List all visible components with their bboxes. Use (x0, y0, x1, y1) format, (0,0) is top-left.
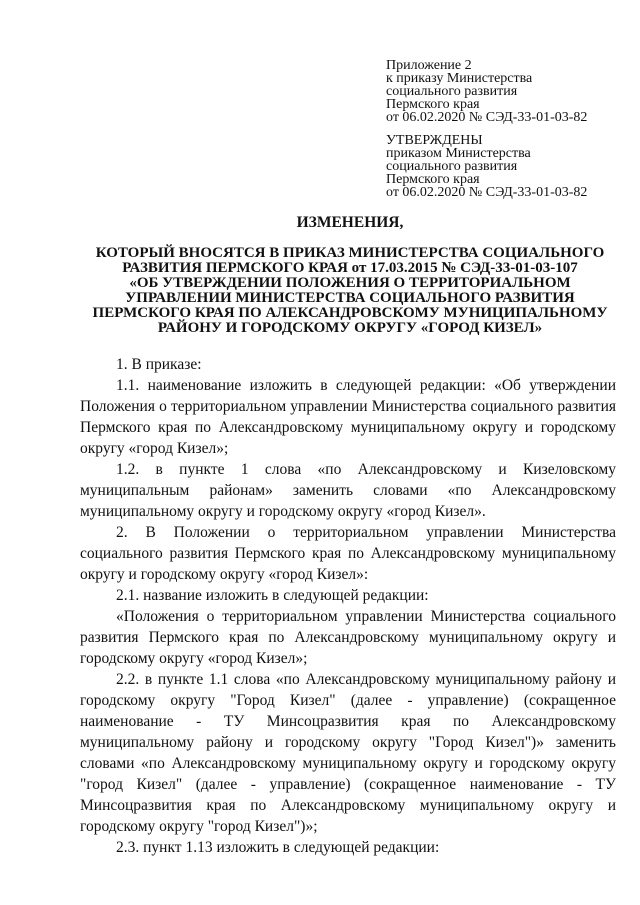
approved-line: приказом Министерства (386, 146, 531, 161)
appendix-block (386, 59, 636, 124)
paragraph: 1. В приказе: (116, 356, 202, 373)
subtitle-line: РАЗВИТИЯ ПЕРМСКОГО КРАЯ от 17.03.2015 № СЭД-33-01-03-107 (122, 260, 578, 276)
appendix-line: Пермского края (386, 97, 480, 112)
approved-line: Пермского края (386, 172, 480, 187)
paragraph: 2.1. название изложить в следующей редакции: (116, 587, 429, 604)
appendix-line: Приложение 2 (386, 58, 472, 73)
paragraph: 1.2. в пункте 1 слова «по Александровскому и Кизеловскому муниципальным районам» заменить словами «по Александровскому муниципальному округу и городскому округу «город Кизел». (80, 461, 616, 520)
approved-line: социального развития (386, 159, 518, 174)
approved-line: от 06.02.2020 № СЭД-33-01-03-82 (386, 185, 588, 200)
paragraph: «Положения о территориальном управлении Министерства социального развития Пермского края по Александровскому муниципальному округу и городскому округу «город Кизел»; (80, 608, 616, 667)
document-title: ИЗМЕНЕНИЯ, (296, 214, 404, 231)
paragraph: 2.2. в пункте 1.1 слова «по Александровскому муниципальному району и городскому округу "Город Кизел" (далее - управление) (сокращенное наименование - ТУ Минсоцразвития края по Александровскому муниципальному району и городскому округу "Город Кизел")» заменить словами «по Александровскому муниципальному округу и городскому округу "город Кизел" (далее - управление) (сокращенное наименование - ТУ Минсоцразвития края по Александровскому муниципальному округу и городскому округу "город Кизел")»; (80, 671, 616, 835)
subtitle-line: УПРАВЛЕНИИ МИНИСТЕРСТВА СОЦИАЛЬНОГО РАЗВИТИЯ (125, 290, 575, 306)
approved-block (386, 134, 636, 199)
appendix-line: к приказу Министерства (386, 71, 533, 86)
appendix-line: от 06.02.2020 № СЭД-33-01-03-82 (386, 110, 588, 125)
paragraph: 2.3. пункт 1.13 изложить в следующей редакции: (116, 839, 440, 856)
subtitle-line: КОТОРЫЙ ВНОСЯТСЯ В ПРИКАЗ МИНИСТЕРСТВА СОЦИАЛЬНОГО (95, 245, 605, 261)
subtitle-line: ПЕРМСКОГО КРАЯ ПО АЛЕКСАНДРОВСКОМУ МУНИЦИПАЛЬНОМУ (92, 305, 608, 321)
subtitle-line: «ОБ УТВЕРЖДЕНИИ ПОЛОЖЕНИЯ О ТЕРРИТОРИАЛЬНОМ (129, 275, 571, 291)
paragraph: 2. В Положении о территориальном управлении Министерства социального развития Пермского края по Александровскому муниципальному округу и городскому округу «город Кизел»: (80, 524, 616, 583)
subtitle-line: РАЙОНУ И ГОРОДСКОМУ ОКРУГУ «ГОРОД КИЗЕЛ» (157, 320, 543, 336)
document-body (80, 354, 616, 858)
document-subtitle (60, 246, 640, 336)
paragraph: 1.1. наименование изложить в следующей редакции: «Об утверждении Положения о территориальном управлении Министерства социального развития Пермского края по Александровскому муниципальному округу и городскому округу «город Кизел»; (80, 377, 616, 457)
appendix-line: социального развития (386, 84, 518, 99)
approved-line: УТВЕРЖДЕНЫ (386, 133, 483, 148)
